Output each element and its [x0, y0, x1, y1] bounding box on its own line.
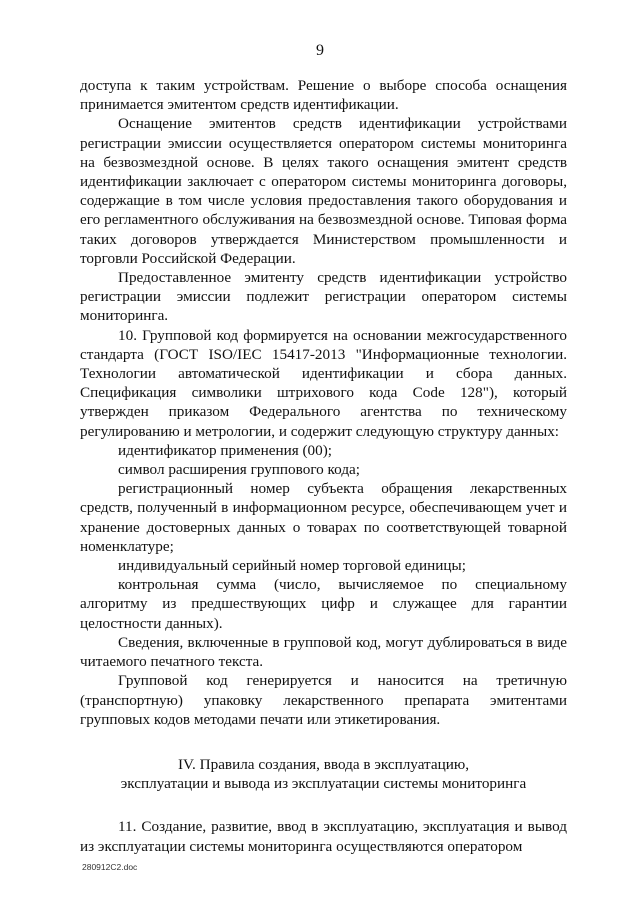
paragraph: доступа к таким устройствам. Решение о выборе способа оснащения принимается эмитентом средств идентификации. — [80, 77, 567, 114]
document-body — [80, 76, 567, 856]
section-heading-line: IV. Правила создания, ввода в эксплуатацию, — [177, 755, 470, 773]
section-heading-line: эксплуатации и вывода из эксплуатации системы мониторинга — [120, 775, 527, 793]
paragraph: 10. Групповой код формируется на основании межгосударственного стандарта (ГОСТ ISO/IEC 15417-2013 "Информационные технологии. Технологии автоматической идентификации и сбора данных. Спецификация символики штрихового кода Code 128"), который утвержден приказом Федерального агентства по техническому регулированию и метрологии, и содержит следующую структуру данных: — [80, 326, 567, 440]
paragraph: Предоставленное эмитенту средств идентификации устройство регистрации эмиссии подлежит регистрации оператором системы мониторинга. — [80, 269, 567, 325]
section-heading — [80, 755, 567, 793]
list-item: контрольная сумма (число, вычисляемое по специальному алгоритму из предшествующих цифр и служащее для гарантии целостности данных). — [80, 576, 567, 632]
list-item: идентификатор применения (00); — [118, 441, 333, 459]
paragraph: Сведения, включенные в групповой код, могут дублироваться в виде читаемого печатного текста. — [80, 633, 567, 671]
list-item: символ расширения группового кода; — [118, 461, 361, 479]
list-item: индивидуальный серийный номер торговой единицы; — [118, 557, 466, 575]
paragraph: Групповой код генерируется и наносится на третичную (транспортную) упаковку лекарственного препарата эмитентами групповых кодов методами печати или этикетирования. — [80, 672, 567, 728]
page-number: 9 — [316, 42, 324, 59]
footer-filename: 280912C2.doc — [82, 862, 138, 872]
paragraph: 11. Создание, развитие, ввод в эксплуатацию, эксплуатация и вывод из эксплуатации системы мониторинга осуществляются оператором — [80, 818, 567, 855]
paragraph: Оснащение эмитентов средств идентификации устройствами регистрации эмиссии осуществляется оператором системы мониторинга на безвозмездной основе. В целях такого оснащения эмитент средств идентификации заключает с оператором системы мониторинга договоры, содержащие в том числе условия предоставления такого оборудования и его регламентного обслуживания на безвозмездной основе. Типовая форма таких договоров утверждается Министерством промышленности и торговли Российской Федерации. — [80, 115, 567, 267]
list-item: регистрационный номер субъекта обращения лекарственных средств, полученный в информационном ресурсе, обеспечивающем учет и хранение достоверных данных о товарах по соответствующей товарной номенклатуре; — [80, 480, 567, 555]
